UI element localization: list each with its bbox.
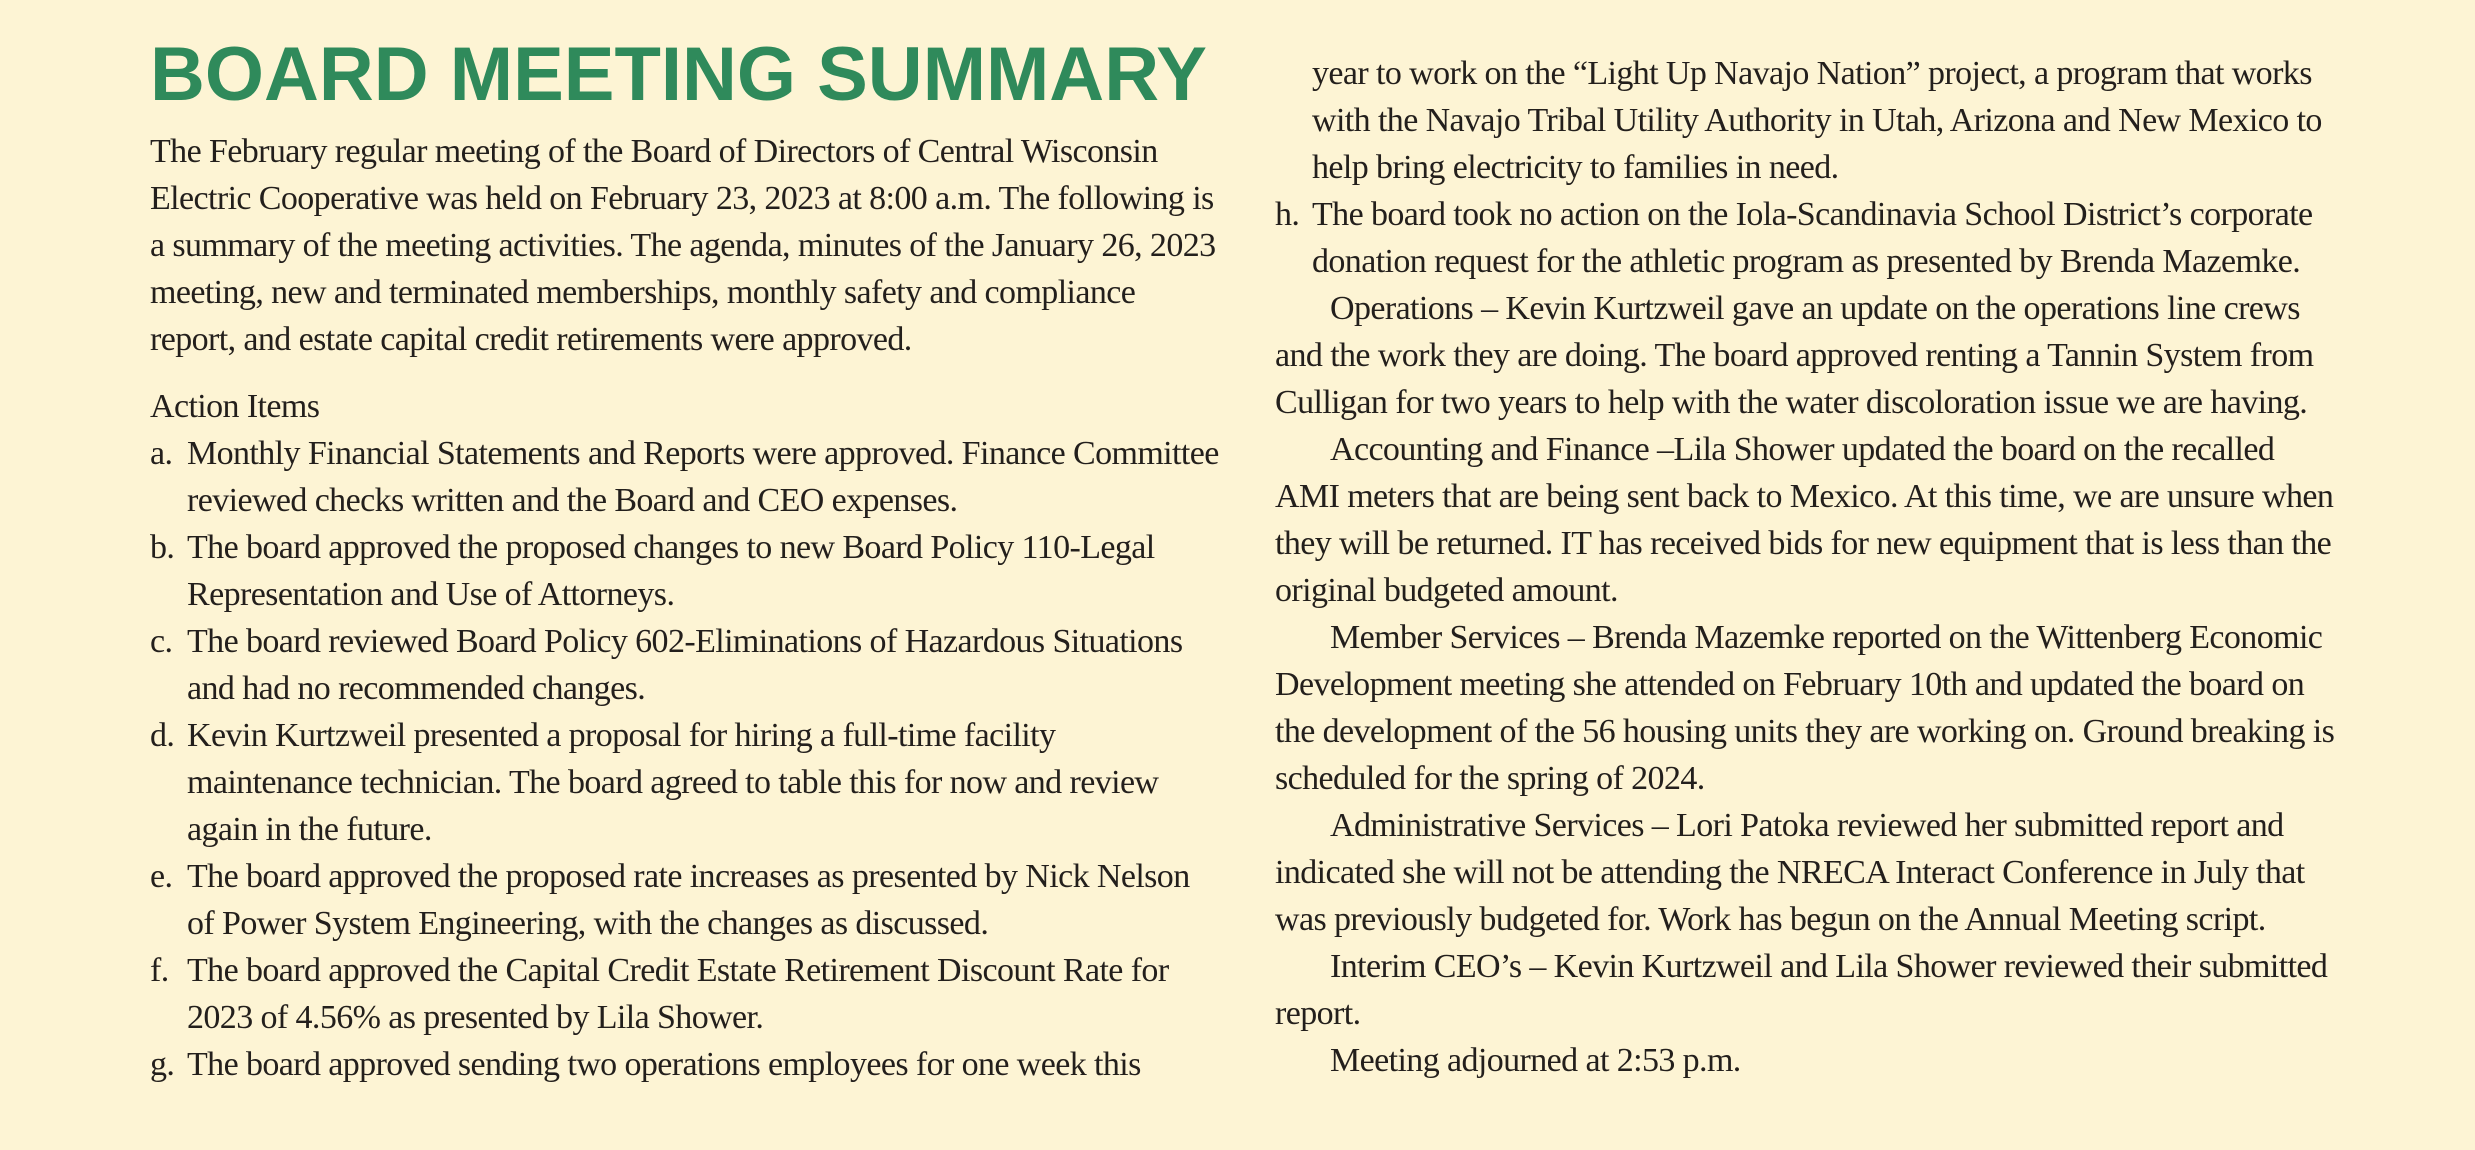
action-items-list — [150, 430, 1220, 1088]
item-text: The board approved the proposed changes to new Board Policy 110-Legal Representation and Use of Attorneys. — [187, 529, 1155, 613]
item-text: Kevin Kurtzweil presented a proposal for hiring a full-time facility maintenance technician. The board agreed to table this for now and review again in the future. — [187, 717, 1159, 848]
item-marker: g. — [150, 1046, 175, 1083]
item-marker: h. — [1275, 196, 1300, 233]
item-marker: e. — [150, 858, 173, 895]
item-text: The board approved the proposed rate increases as presented by Nick Nelson of Power System Engineering, with the changes as discussed. — [187, 858, 1190, 942]
action-item-d — [150, 712, 1220, 853]
meeting-adjourned: Meeting adjourned at 2:53 p.m. — [1330, 1042, 1741, 1079]
action-item-e — [150, 853, 1220, 947]
page-title: BOARD MEETING SUMMARY — [150, 32, 1207, 117]
action-item-c — [150, 618, 1220, 712]
action-item-f — [150, 947, 1220, 1041]
action-item-a — [150, 430, 1220, 524]
item-marker: f. — [150, 952, 169, 989]
report-operations: Operations – Kevin Kurtzweil gave an update on the operations line crews and the work they are doing. The board approved renting a Tannin System from Culligan for two years to help with the water discoloration issue we are having. — [1275, 290, 2314, 421]
item-marker: c. — [150, 623, 173, 660]
report-administrative-services: Administrative Services – Lori Patoka reviewed her submitted report and indicated she will not be attending the NRECA Interact Conference in July that was previously budgeted for. Work has begun on the Annual Meeting script. — [1275, 807, 2305, 938]
action-item-b — [150, 524, 1220, 618]
action-item-h — [1275, 191, 2335, 285]
right-column — [1275, 50, 2335, 1084]
item-marker: b. — [150, 529, 175, 566]
item-text: The board took no action on the Iola-Scandinavia School District’s corporate donation request for the athletic program as presented by Brenda Mazemke. — [1312, 196, 2313, 280]
item-marker: a. — [150, 435, 173, 472]
report-accounting-finance: Accounting and Finance –Lila Shower updated the board on the recalled AMI meters that are being sent back to Mexico. At this time, we are unsure when they will be returned. IT has received bids for new equipment that is less than the original budgeted amount. — [1275, 431, 2334, 609]
item-marker: d. — [150, 717, 175, 754]
action-items-heading: Action Items — [150, 388, 320, 425]
report-interim-ceo: Interim CEO’s – Kevin Kurtzweil and Lila Shower reviewed their submitted report. — [1275, 948, 2328, 1032]
action-item-g — [150, 1041, 1220, 1088]
item-text: The board approved sending two operations employees for one week this — [187, 1046, 1141, 1083]
report-member-services: Member Services – Brenda Mazemke reported on the Wittenberg Economic Development meeting she attended on February 10th and updated the board on the development of the 56 housing units they are working on. Ground breaking is scheduled for the spring of 2024. — [1275, 619, 2335, 797]
item-text: The board approved the Capital Credit Estate Retirement Discount Rate for 2023 of 4.56% as presented by Lila Shower. — [187, 952, 1169, 1036]
item-text: Monthly Financial Statements and Reports were approved. Finance Committee reviewed checks written and the Board and CEO expenses. — [187, 435, 1219, 519]
action-item-g-continued: year to work on the “Light Up Navajo Nation” project, a program that works with the Navajo Tribal Utility Authority in Utah, Arizona and New Mexico to help bring electricity to families in need. — [1312, 55, 2322, 186]
intro-paragraph: The February regular meeting of the Board of Directors of Central Wisconsin Electric Cooperative was held on February 23, 2023 at 8:00 a.m. The following is a summary of the meeting activities. The agenda, minutes of the January 26, 2023 meeting, new and terminated memberships, monthly safety and compliance report, and estate capital credit retirements were approved. — [150, 133, 1216, 358]
left-column — [150, 0, 1220, 1088]
item-text: The board reviewed Board Policy 602-Eliminations of Hazardous Situations and had no recommended changes. — [187, 623, 1183, 707]
